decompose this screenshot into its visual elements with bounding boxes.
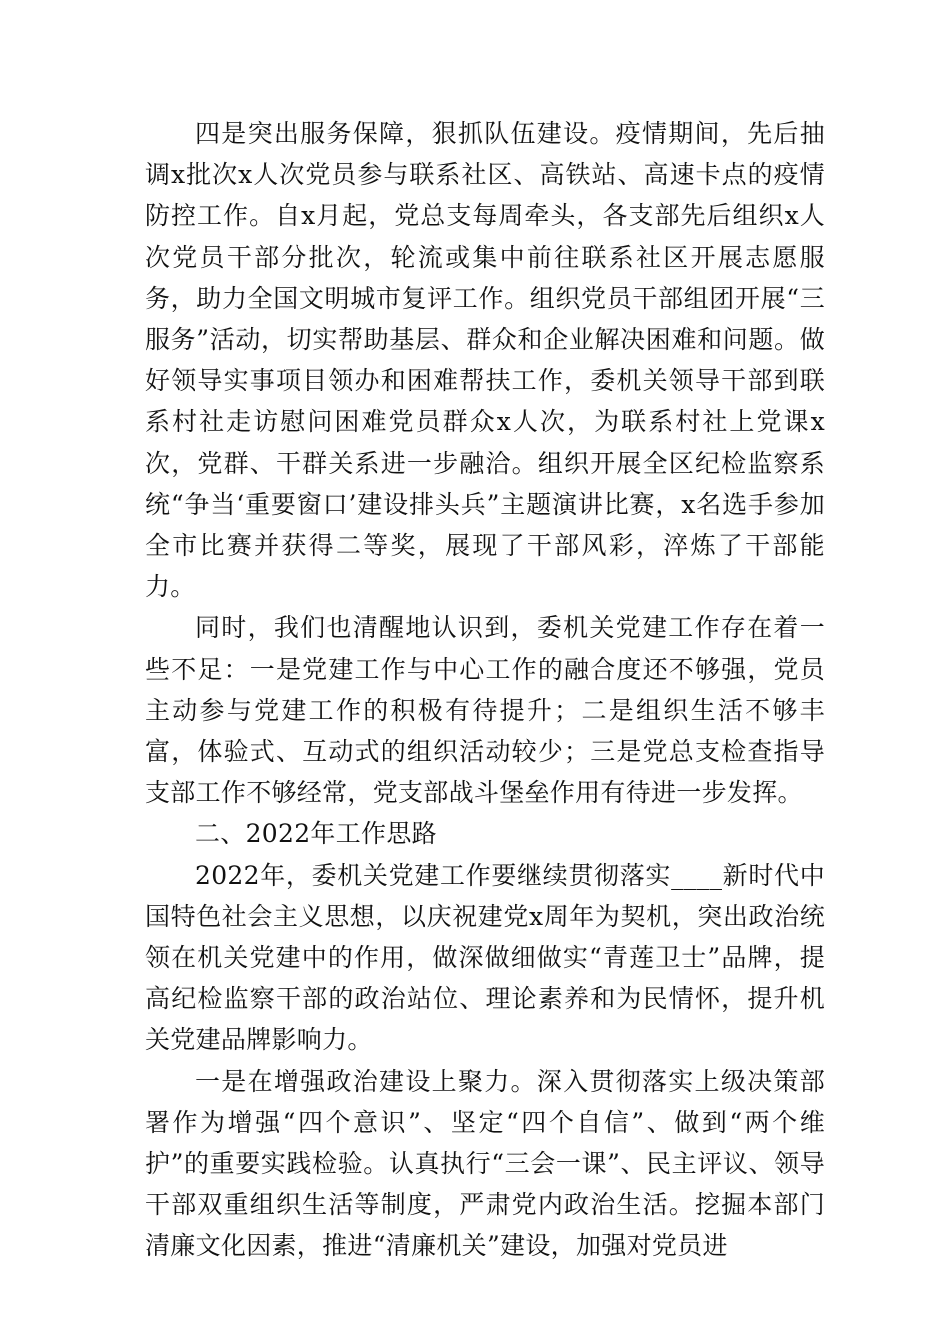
paragraph-service-guarantee: 四是突出服务保障，狠抓队伍建设。疫情期间，先后抽调x批次x人次党员参与联系社区、高铁站、高速卡点的疫情防控工作。自x月起，党总支每周牵头，各支部先后组织x人次党员干部分批次，轮流或集中前往联系社区开展志愿服务，助力全国文明城市复评工作。组织党员干部组团开展“三服务”活动，切实帮助基层、群众和企业解决困难和问题。做好领导实事项目领办和困难帮扶工作，委机关领导干部到联系村社走访慰问困难党员群众x人次，为联系村社上党课x次，党群、干群关系进一步融洽。组织开展全区纪检监察系统“争当‘重要窗口’建设排头兵”主题演讲比赛，x名选手参加全市比赛并获得二等奖，展现了干部风彩，淬炼了干部能力。 bbox=[145, 119, 825, 602]
paragraph-political-building: 一是在增强政治建设上聚力。深入贯彻落实上级决策部署作为增强“四个意识”、坚定“四个自信”、做到“两个维护”的重要实践检验。认真执行“三会一课”、民主评议、领导干部双重组织生活等制度，严肃党内政治生活。挖掘本部门清廉文化因素，推进“清廉机关”建设，加强对党员进 bbox=[145, 1066, 825, 1261]
section-heading-2022-plan: 二、2022年工作思路 bbox=[195, 819, 437, 849]
paragraph-2022-overview: 2022年，委机关党建工作要继续贯彻落实____新时代中国特色社会主义思想，以庆祝建党x周年为契机，突出政治统领在机关党建中的作用，做深做细做实“青莲卫士”品牌，提高纪检监察干部的政治站位、理论素养和为民情怀，提升机关党建品牌影响力。 bbox=[145, 860, 825, 1055]
paragraph-shortcomings: 同时，我们也清醒地认识到，委机关党建工作存在着一些不足：一是党建工作与中心工作的融合度还不够强，党员主动参与党建工作的积极有待提升；二是组织生活不够丰富，体验式、互动式的组织活动较少；三是党总支检查指导支部工作不够经常，党支部战斗堡垒作用有待进一步发挥。 bbox=[145, 613, 825, 808]
document-page bbox=[145, 113, 825, 1267]
